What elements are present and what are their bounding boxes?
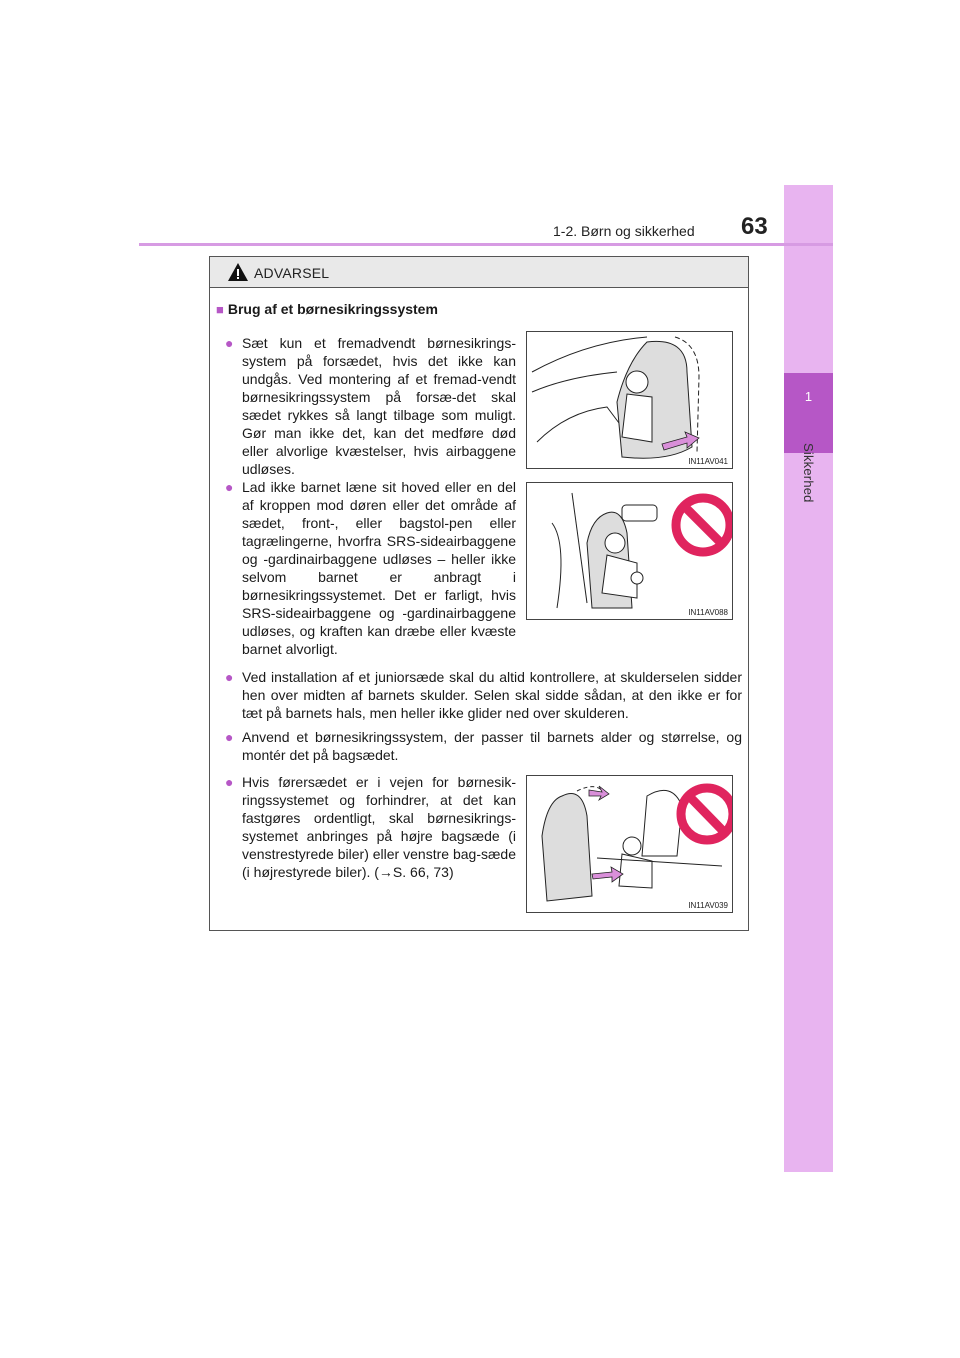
child-lean-door-illustration: [527, 483, 732, 619]
warning-triangle-icon: [227, 262, 249, 282]
chapter-number: 1: [804, 389, 813, 404]
square-bullet-icon: ■: [216, 302, 224, 317]
header-rule: [139, 243, 833, 246]
page-number: 63: [741, 213, 768, 240]
child-seat-rear-illustration: [527, 776, 732, 912]
illustration-code: IN11AV039: [688, 901, 728, 910]
chapter-marker: [784, 373, 833, 453]
warning-header: [210, 257, 748, 288]
section-title: 1-2. Børn og sikkerhed: [553, 223, 695, 239]
section-heading: ■ Brug af et børnesikringssystem: [216, 301, 438, 317]
list-item: ● Anvend et børnesikringssystem, der passer til barnets alder og størrelse, og montér det på bagsædet.: [225, 729, 742, 763]
warning-box: [209, 256, 749, 931]
illustration-code: IN11AV088: [688, 608, 728, 617]
illustration-rear-seat: [526, 775, 733, 913]
bullet-dot-icon: ●: [225, 729, 234, 745]
illustration-code: IN11AV041: [688, 457, 728, 466]
bullet-dot-icon: ●: [225, 335, 234, 351]
list-item: ● Sæt kun et fremadvendt børnesikrings-system på forsædet, hvis det ikke kan undgås. Ved montering af et fremad-vendt børnesikringssystem på forsæ-det skal sædet rykkes så langt tilbage som muligt. Gør man ikke det, kan det medføre død eller alvorlige kvæstelser, hvis airbaggene udløses.: [225, 335, 516, 477]
bullet-dot-icon: ●: [225, 669, 234, 685]
illustration-door-lean: [526, 482, 733, 620]
chapter-title: Sikkerhed: [801, 443, 816, 503]
illustration-front-seat: [526, 331, 733, 469]
bullet-dot-icon: ●: [225, 479, 234, 495]
list-item: ● Hvis førersædet er i vejen for børnesik-ringssystemet og forhindrer, at det kan fastgøres ordentligt, skal børnesikrings-systemet anbringes på højre bagsæde (i venstrestyrede biler) eller venstre bag-sæde (i højrestyrede biler). (→S. 66, 73): [225, 774, 516, 880]
warning-title: ADVARSEL: [254, 265, 330, 281]
chapter-side-tab: [784, 185, 833, 1172]
list-item: ● Ved installation af et juniorsæde skal du altid kontrollere, at skulderselen sidder hen over midten af barnets skulder. Selen skal sidde sådan, at den ikke er for tæt på barnets hals, men heller ikke glider ned over skulderen.: [225, 669, 742, 721]
bullet-dot-icon: ●: [225, 774, 234, 790]
child-seat-front-illustration: [527, 332, 732, 468]
list-item: ● Lad ikke barnet læne sit hoved eller en del af kroppen mod døren eller det område af sædet, front-, eller bagstol-pen eller tagrælingerne, hvorfra SRS-sideairbaggene og -gardinairbaggene udløses – heller ikke selvom barnet er anbragt i børnesikringssystemet. Det er farligt, hvis SRS-sideairbaggene og -gardinairbaggene udløses, og kraften kan dræbe eller kvæste barnet alvorligt.: [225, 479, 516, 657]
